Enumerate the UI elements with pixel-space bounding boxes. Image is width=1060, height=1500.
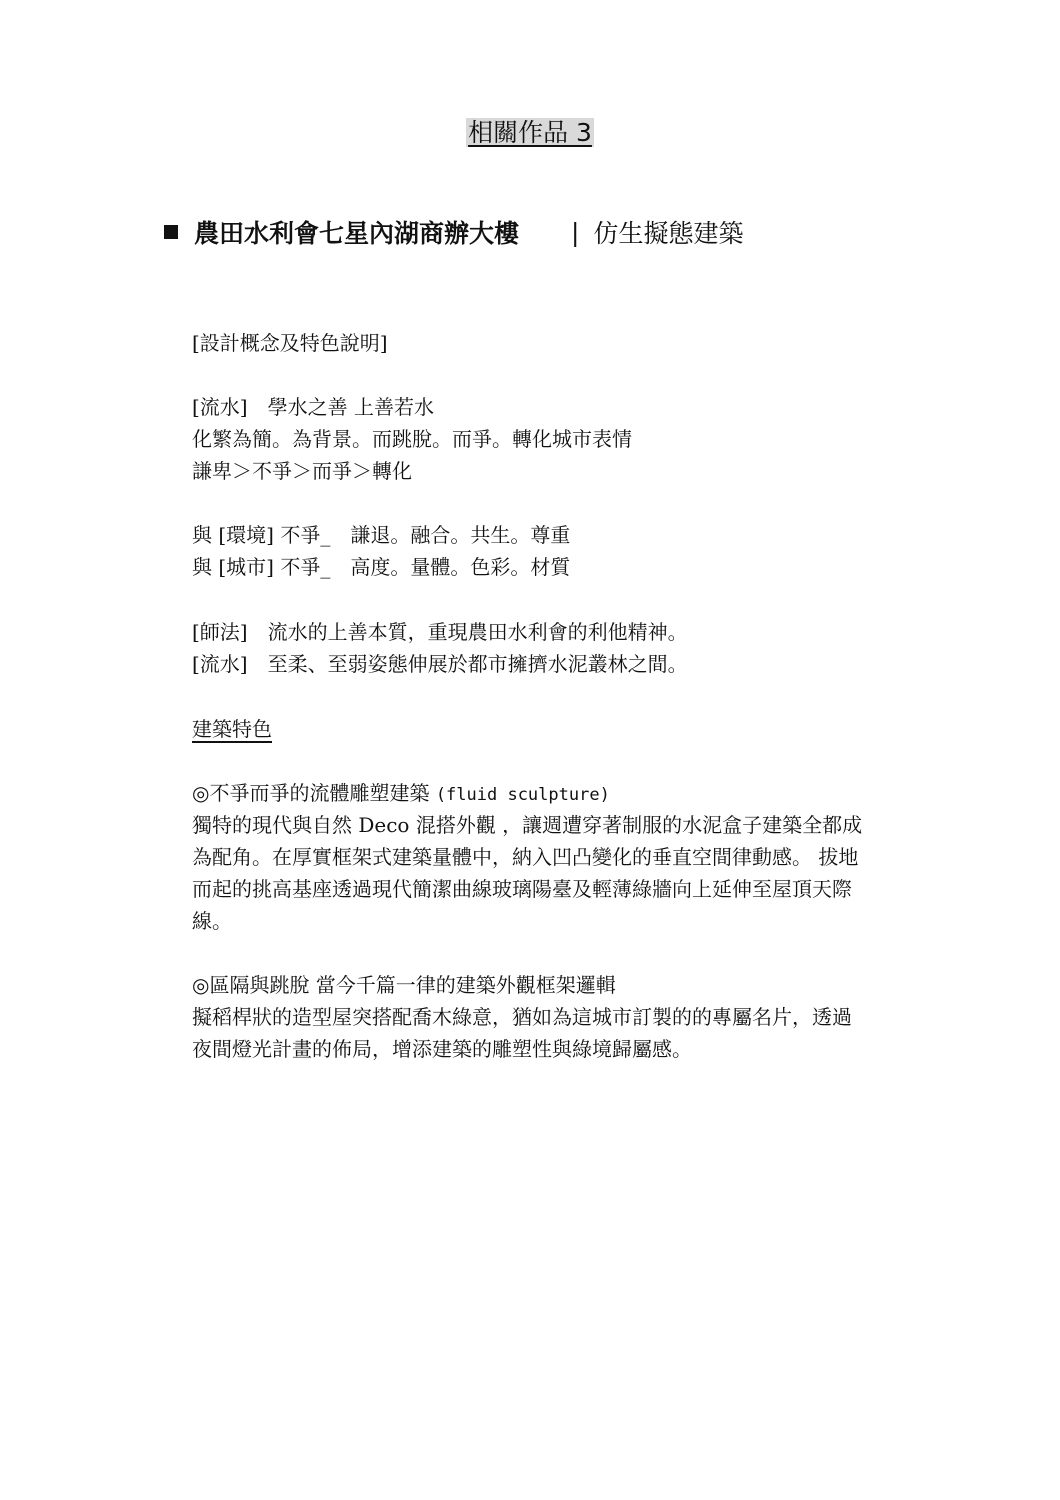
project-heading [164,212,743,252]
feature-1 [192,777,912,937]
feature-1-title [192,777,912,809]
concept-line: [師法] 流水的上善本質，重現農田水利會的利他精神。 [192,620,688,644]
feature-1-line: 而起的挑高基座透過現代簡潔曲線玻璃陽臺及輕薄綠牆向上延伸至屋頂天際 [192,877,852,901]
concept-block-water [192,391,912,487]
concept-line: 化繁為簡。為背景。而跳脫。而爭。轉化城市表情 [192,427,632,451]
page-title [0,113,1060,153]
feature-1-line: 為配角。在厚實框架式建築量體中，納入凹凸變化的垂直空間律動感。 拔地 [192,845,859,869]
feature-1-line: 線。 [192,909,232,933]
concept-line: 與 [環境] 不爭_ 謙退。融合。共生。尊重 [192,523,571,547]
concept-block-environment [192,519,912,583]
feature-2-title: ◎區隔與跳脫 當今千篇一律的建築外觀框架邏輯 [192,973,616,997]
concept-line: [流水] 學水之善 上善若水 [192,395,434,419]
page-title-text: 相關作品 3 [468,118,592,147]
concept-line: [流水] 至柔、至弱姿態伸展於都市擁擠水泥叢林之間。 [192,652,688,676]
feature-1-line: 獨特的現代與自然 Deco 混搭外觀 ，讓週遭穿著制服的水泥盒子建築全都成 [192,813,863,837]
concept-line: 謙卑＞不爭＞而爭＞轉化 [192,459,412,483]
square-bullet-icon [164,225,178,239]
feature-2 [192,969,912,1065]
heading-separator: | [571,217,580,247]
concept-block-method [192,616,912,680]
concept-header: [設計概念及特色說明] [192,331,388,355]
feature-1-title-text: ◎不爭而爭的流體雕塑建築 [192,781,436,805]
project-category: 仿生擬態建築 [593,219,744,248]
concept-line: 與 [城市] 不爭_ 高度。量體。色彩。材質 [192,555,571,579]
feature-1-title-en: (fluid sculpture) [435,785,610,805]
concept-header-block [192,327,912,359]
feature-2-line: 夜間燈光計畫的佈局，增添建築的雕塑性與綠境歸屬感。 [192,1037,692,1061]
features-header-block [192,713,912,745]
feature-2-line: 擬稻桿狀的造型屋突搭配喬木綠意，猶如為這城市訂製的的專屬名片，透過 [192,1005,852,1029]
project-name: 農田水利會七星內湖商辦大樓 [194,219,520,248]
features-header: 建築特色 [192,717,272,741]
